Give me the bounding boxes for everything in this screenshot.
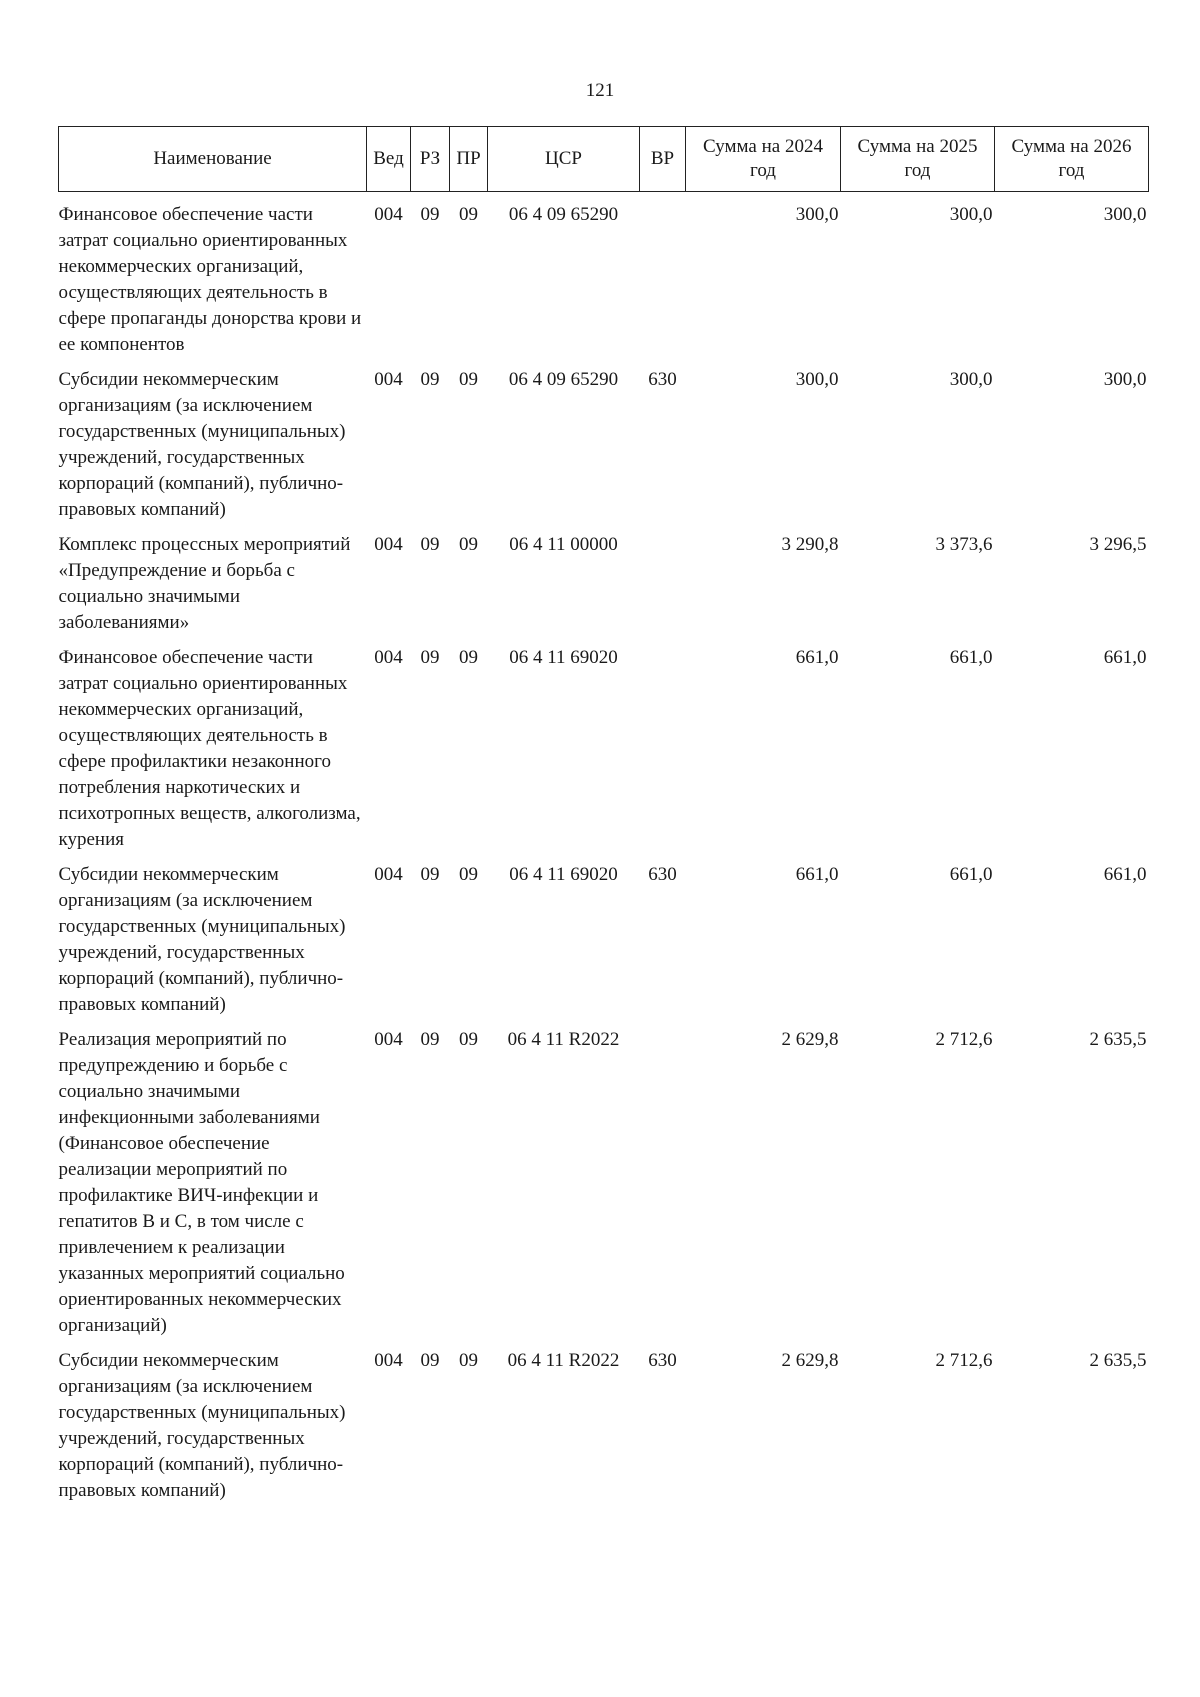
- row-csr: 06 4 11 R2022: [507, 1029, 620, 1050]
- row-rz: 09: [420, 204, 440, 225]
- header-row: [59, 127, 1149, 192]
- table-row: [59, 367, 1149, 532]
- row-sum-2026: 661,0: [1103, 647, 1147, 668]
- row-csr: 06 4 11 69020: [509, 864, 618, 885]
- table-row: [59, 1027, 1149, 1348]
- row-csr: 06 4 11 R2022: [507, 1350, 620, 1371]
- row-rz: 09: [420, 1350, 440, 1371]
- row-rz: 09: [420, 369, 440, 390]
- row-sum-2026: 300,0: [1103, 369, 1147, 390]
- header-ved: Вед: [367, 127, 411, 192]
- row-sum-2024: 661,0: [795, 864, 839, 885]
- row-sum-2024: 3 290,8: [781, 534, 839, 555]
- row-sum-2024: 2 629,8: [781, 1350, 839, 1371]
- row-vr: [640, 1027, 686, 1348]
- row-vr: [640, 192, 686, 368]
- row-ved: 004: [374, 647, 403, 668]
- row-pr: 09: [459, 1029, 478, 1050]
- row-sum-2026: 3 296,5: [1089, 534, 1147, 555]
- row-sum-2025: 2 712,6: [935, 1029, 993, 1050]
- header-name: Наименование: [59, 127, 367, 192]
- header-pr: ПР: [450, 127, 488, 192]
- row-sum-2025: 300,0: [949, 204, 993, 225]
- row-ved: 004: [374, 864, 403, 885]
- budget-table: [58, 126, 1149, 1513]
- row-name: Комплекс процессных мероприятий «Предупреждение и борьба с социально значимыми заболеваниями»: [58, 534, 351, 633]
- row-pr: 09: [459, 1350, 478, 1371]
- row-sum-2025: 2 712,6: [935, 1350, 993, 1371]
- row-sum-2024: 661,0: [795, 647, 839, 668]
- row-ved: 004: [374, 534, 403, 555]
- row-csr: 06 4 09 65290: [508, 369, 619, 390]
- row-name: Субсидии некоммерческим организациям (за исключением государственных (муниципальных) учреждений, государственных корпораций (компаний), публично-правовых компаний): [58, 1350, 346, 1501]
- row-sum-2024: 300,0: [795, 369, 839, 390]
- table-row: [59, 532, 1149, 645]
- row-pr: 09: [459, 369, 478, 390]
- row-sum-2026: 2 635,5: [1089, 1029, 1147, 1050]
- row-vr: [640, 532, 686, 645]
- table-body: [59, 192, 1149, 1514]
- row-name: Финансовое обеспечение части затрат социально ориентированных некоммерческих организаций, осуществляющих деятельность в сфере профилактики незаконного потребления наркотических и психотропных веществ, алкоголизма, курения: [58, 647, 361, 850]
- row-rz: 09: [420, 534, 440, 555]
- row-sum-2026: 2 635,5: [1089, 1350, 1147, 1371]
- row-csr: 06 4 09 65290: [508, 204, 619, 225]
- header-sum-2024: Сумма на 2024 год: [686, 127, 841, 192]
- row-rz: 09: [420, 1029, 440, 1050]
- row-ved: 004: [374, 204, 403, 225]
- table-row: [59, 645, 1149, 862]
- page-number: 121: [585, 80, 615, 101]
- row-pr: 09: [459, 864, 478, 885]
- row-sum-2026: 300,0: [1103, 204, 1147, 225]
- row-vr: [640, 645, 686, 862]
- row-rz: 09: [420, 864, 440, 885]
- row-sum-2025: 3 373,6: [935, 534, 993, 555]
- row-vr: 630: [648, 369, 677, 390]
- row-csr: 06 4 11 69020: [509, 647, 618, 668]
- header-vr: ВР: [640, 127, 686, 192]
- row-name: Финансовое обеспечение части затрат социально ориентированных некоммерческих организаций, осуществляющих деятельность в сфере пропаганды донорства крови и ее компонентов: [58, 204, 362, 355]
- row-name: Субсидии некоммерческим организациям (за исключением государственных (муниципальных) учреждений, государственных корпораций (компаний), публично-правовых компаний): [58, 864, 346, 1015]
- row-csr: 06 4 11 00000: [509, 534, 618, 555]
- row-pr: 09: [459, 204, 478, 225]
- row-vr: 630: [648, 1350, 677, 1371]
- row-name: Субсидии некоммерческим организациям (за исключением государственных (муниципальных) учреждений, государственных корпораций (компаний), публично-правовых компаний): [58, 369, 346, 520]
- row-sum-2024: 2 629,8: [781, 1029, 839, 1050]
- row-sum-2026: 661,0: [1103, 864, 1147, 885]
- row-pr: 09: [459, 534, 478, 555]
- row-sum-2025: 661,0: [949, 864, 993, 885]
- row-ved: 004: [374, 1029, 403, 1050]
- row-ved: 004: [374, 1350, 403, 1371]
- table-row: [59, 862, 1149, 1027]
- row-pr: 09: [459, 647, 478, 668]
- row-sum-2025: 661,0: [949, 647, 993, 668]
- row-ved: 004: [374, 369, 403, 390]
- table-row: [59, 192, 1149, 368]
- table-row: [59, 1348, 1149, 1513]
- header-rz: РЗ: [411, 127, 450, 192]
- row-sum-2024: 300,0: [795, 204, 839, 225]
- table-header: [59, 127, 1149, 192]
- row-rz: 09: [420, 647, 440, 668]
- row-name: Реализация мероприятий по предупреждению и борьбе с социально значимыми инфекционными заболеваниями (Финансовое обеспечение реализации мероприятий по профилактике ВИЧ-инфекции и гепатитов В и С, в том числе с привлечением к реализации указанных мероприятий социально ориентированных некоммерческих организаций): [58, 1029, 345, 1336]
- header-sum-2026: Сумма на 2026 год: [995, 127, 1149, 192]
- header-sum-2025: Сумма на 2025 год: [841, 127, 995, 192]
- row-vr: 630: [648, 864, 677, 885]
- header-csr: ЦСР: [488, 127, 640, 192]
- row-sum-2025: 300,0: [949, 369, 993, 390]
